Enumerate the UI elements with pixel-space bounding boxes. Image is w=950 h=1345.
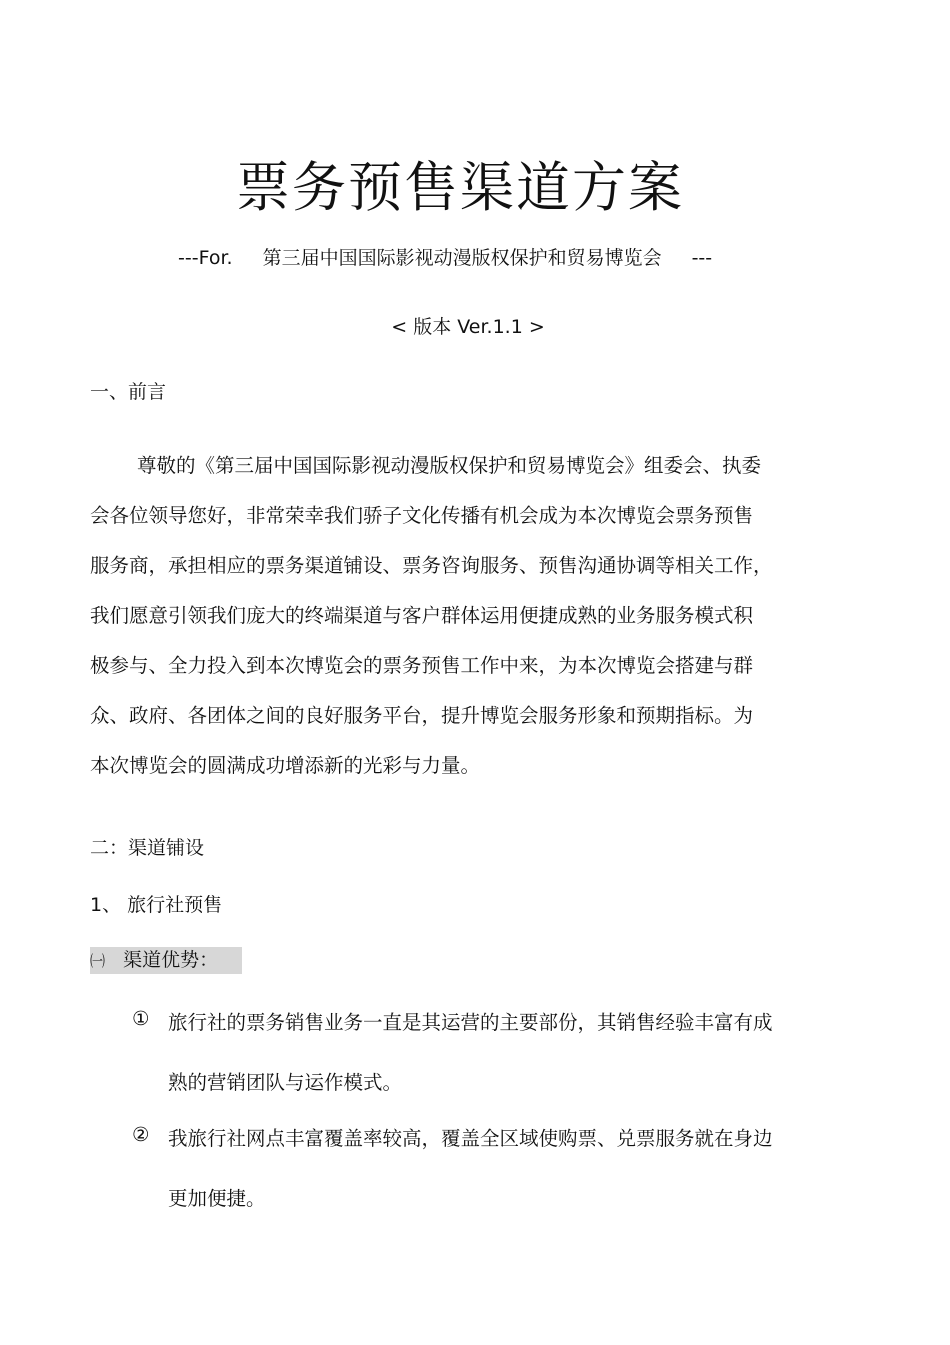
subsection-heading-travel-agency: 1、 旅行社预售 [90, 894, 223, 916]
list-item-number: ② [132, 1123, 150, 1146]
paragraph-line: 本次博览会的圆满成功增添新的光彩与力量。 [90, 754, 481, 777]
list-item-line: 更加便捷。 [168, 1187, 266, 1210]
paragraph-line: 众、政府、各团体之间的良好服务平台，提升博览会服务形象和预期指标。为 [90, 704, 754, 727]
subtitle-text: 第三届中国国际影视动漫版权保护和贸易博览会 [262, 247, 662, 269]
list-item-line: 旅行社的票务销售业务一直是其运营的主要部份，其销售经验丰富有成 [168, 1011, 773, 1034]
paragraph-line: 尊敬的《第三届中国国际影视动漫版权保护和贸易博览会》组委会、执委 [137, 454, 762, 477]
document-subtitle [178, 243, 712, 270]
section-heading-channels: 二：渠道铺设 [90, 837, 205, 859]
list-item [132, 1123, 773, 1210]
subtitle-suffix: --- [691, 247, 713, 269]
preface-paragraph [90, 441, 820, 791]
paragraph-line: 会各位领导您好，非常荣幸我们骄子文化传播有机会成为本次博览会票务预售 [90, 504, 754, 527]
paragraph-line: 服务商，承担相应的票务渠道铺设、票务咨询服务、预售沟通协调等相关工作， [90, 554, 773, 577]
subheading-text: 渠道优势： [123, 949, 219, 971]
list-item-number: ① [132, 1007, 150, 1030]
list-item-line: 我旅行社网点丰富覆盖率较高，覆盖全区域使购票、兑票服务就在身边 [168, 1127, 773, 1150]
paragraph-line: 我们愿意引领我们庞大的终端渠道与客户群体运用便捷成熟的业务服务模式积 [90, 604, 754, 627]
subheading-marker: ㈠ [90, 952, 106, 970]
highlighted-subheading [90, 947, 242, 974]
list-item-line: 熟的营销团队与运作模式。 [168, 1071, 403, 1094]
document-version: < 版本 Ver.1.1 > [391, 316, 545, 338]
paragraph-line: 极参与、全力投入到本次博览会的票务预售工作中来，为本次博览会搭建与群 [90, 654, 754, 677]
section-heading-preface: 一、前言 [90, 381, 167, 403]
document-title: 票务预售渠道方案 [236, 156, 684, 219]
subtitle-prefix: ---For. [178, 247, 233, 269]
list-item [132, 1007, 773, 1094]
